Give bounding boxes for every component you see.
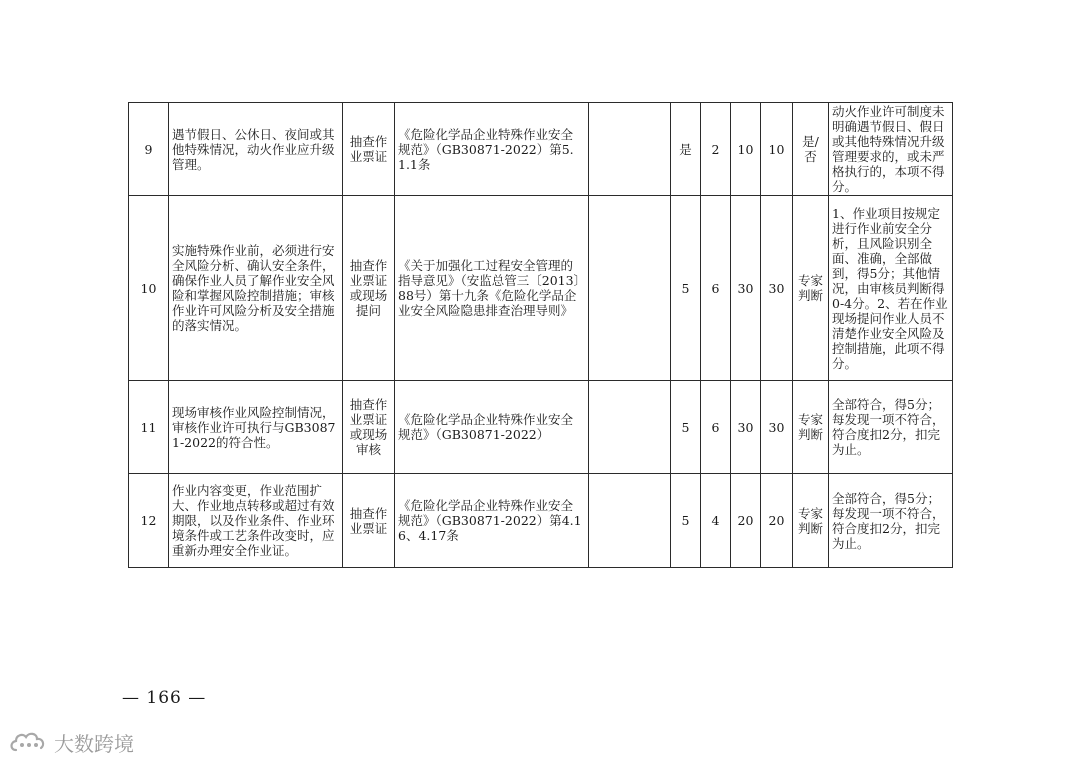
value-cell: 是 [671, 103, 701, 196]
value-cell: 30 [761, 196, 793, 381]
blank-cell [589, 381, 671, 474]
watermark [8, 728, 134, 757]
requirement-text: 现场审核作业风险控制情况，审核作业许可执行与GB30871-2022的符合性。 [169, 381, 343, 474]
value-cell: 20 [761, 474, 793, 568]
table-row [129, 474, 953, 568]
row-number: 12 [129, 474, 169, 568]
check-method: 抽查作业票证 [343, 474, 395, 568]
value-cell: 6 [701, 196, 731, 381]
value-cell: 10 [761, 103, 793, 196]
basis-reference: 《危险化学品企业特殊作业安全规范》（GB30871-2022）第5.1.1条 [395, 103, 589, 196]
scoring-rule: 动火作业许可制度未明确遇节假日、假日或其他特殊情况升级管理要求的，或未严格执行的，本项不得分。 [829, 103, 953, 196]
value-cell: 30 [731, 196, 761, 381]
table-row [129, 381, 953, 474]
value-cell: 4 [701, 474, 731, 568]
value-cell: 20 [731, 474, 761, 568]
value-cell: 5 [671, 474, 701, 568]
basis-reference: 《危险化学品企业特殊作业安全规范》（GB30871-2022） [395, 381, 589, 474]
cloud-logo-icon [8, 730, 50, 756]
blank-cell [589, 103, 671, 196]
judgement-cell: 专家判断 [793, 474, 829, 568]
row-number: 9 [129, 103, 169, 196]
judgement-cell: 专家判断 [793, 196, 829, 381]
watermark-text: 大数跨境 [54, 732, 134, 756]
scoring-rule: 全部符合，得5分；每发现一项不符合，符合度扣2分，扣完为止。 [829, 474, 953, 568]
table-row [129, 196, 953, 381]
value-cell: 30 [761, 381, 793, 474]
value-cell: 5 [671, 196, 701, 381]
audit-table [128, 102, 953, 568]
basis-reference: 《关于加强化工过程安全管理的指导意见》（安监总管三〔2013〕88号）第十九条《危险化学品企业安全风险隐患排查治理导则》 [395, 196, 589, 381]
check-method: 抽查作业票证或现场提问 [343, 196, 395, 381]
value-cell: 30 [731, 381, 761, 474]
value-cell: 6 [701, 381, 731, 474]
blank-cell [589, 474, 671, 568]
check-method: 抽查作业票证 [343, 103, 395, 196]
scoring-rule: 全部符合，得5分；每发现一项不符合，符合度扣2分，扣完为止。 [829, 381, 953, 474]
judgement-cell: 是/否 [793, 103, 829, 196]
requirement-text: 遇节假日、公休日、夜间或其他特殊情况，动火作业应升级管理。 [169, 103, 343, 196]
value-cell: 5 [671, 381, 701, 474]
requirement-text: 作业内容变更，作业范围扩大、作业地点转移或超过有效期限，以及作业条件、作业环境条件或工艺条件改变时，应重新办理安全作业证。 [169, 474, 343, 568]
basis-reference: 《危险化学品企业特殊作业安全规范》（GB30871-2022）第4.16、4.17条 [395, 474, 589, 568]
judgement-cell: 专家判断 [793, 381, 829, 474]
scoring-rule: 1、作业项目按规定进行作业前安全分析，且风险识别全面、准确，全部做到，得5分；其他情况，由审核员判断得0-4分。2、若在作业现场提问作业人员不清楚作业安全风险及控制措施，此项不得分。 [829, 196, 953, 381]
row-number: 10 [129, 196, 169, 381]
value-cell: 2 [701, 103, 731, 196]
page-number: — 166 — [122, 688, 207, 708]
value-cell: 10 [731, 103, 761, 196]
blank-cell [589, 196, 671, 381]
requirement-text: 实施特殊作业前，必须进行安全风险分析、确认安全条件，确保作业人员了解作业安全风险和掌握风险控制措施；审核作业许可风险分析及安全措施的落实情况。 [169, 196, 343, 381]
row-number: 11 [129, 381, 169, 474]
check-method: 抽查作业票证或现场审核 [343, 381, 395, 474]
table-row [129, 103, 953, 196]
